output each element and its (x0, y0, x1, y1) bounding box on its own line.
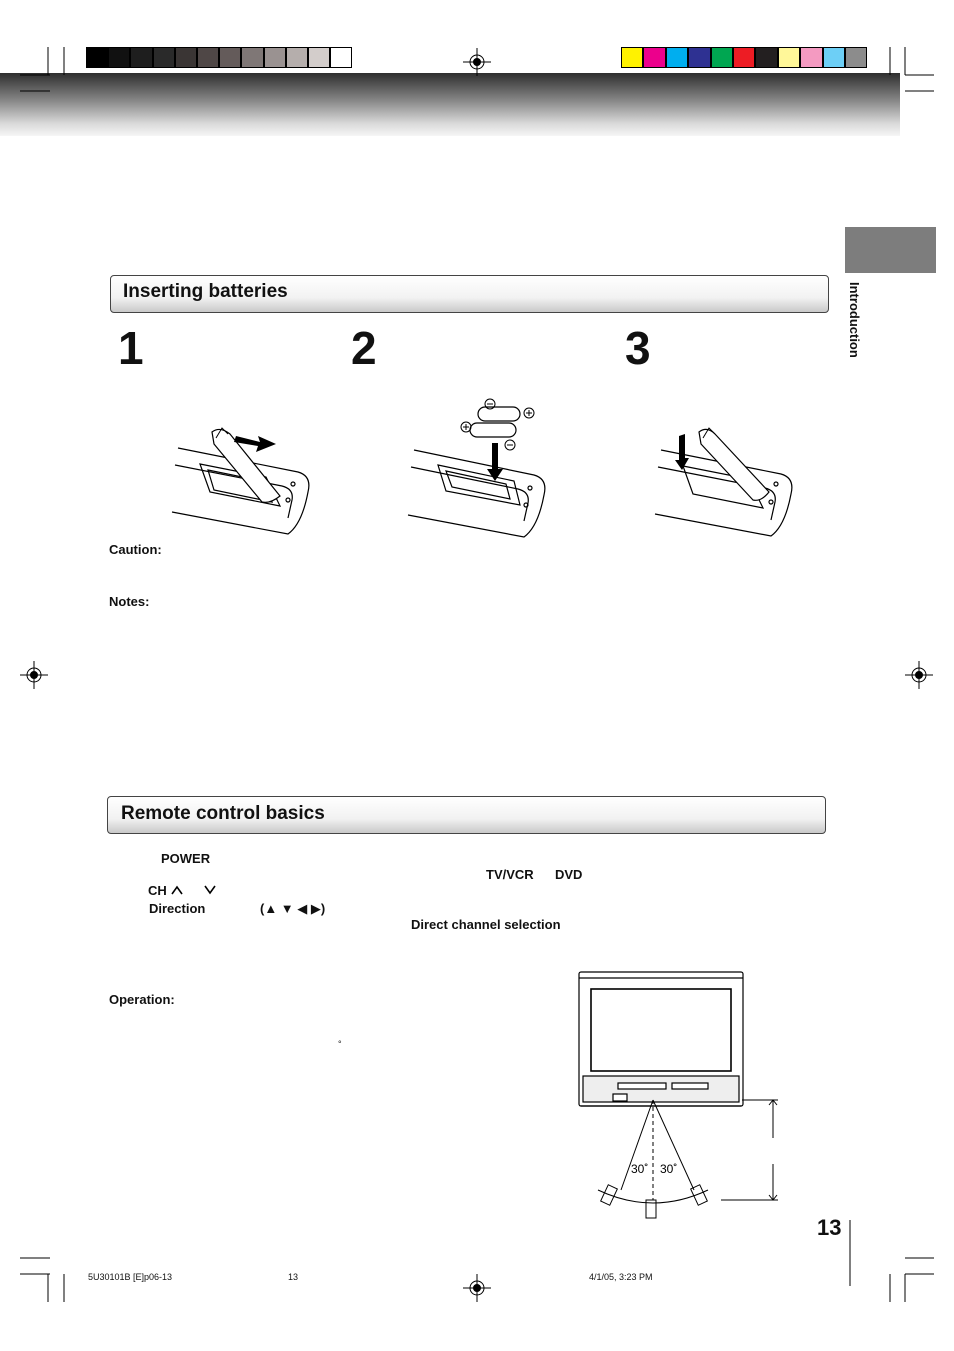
tvvcr-label: TV/VCR (486, 867, 534, 882)
grayscale-swatch (130, 47, 152, 68)
direction-arrows: (▲ ▼ ◀ ▶) (260, 901, 326, 916)
color-swatch (755, 47, 777, 68)
color-swatch (688, 47, 710, 68)
notes-label: Notes: (109, 594, 150, 609)
ch-label-text: CH (148, 883, 167, 898)
caution-label: Caution: (109, 542, 162, 557)
remote-cover-close-illustration (653, 422, 803, 547)
grayscale-swatch (197, 47, 219, 68)
grayscale-swatch (264, 47, 286, 68)
color-swatch (823, 47, 845, 68)
direction-label: Direction (149, 901, 206, 916)
grayscale-swatch (330, 47, 352, 68)
color-swatch (711, 47, 733, 68)
side-tab (845, 227, 936, 273)
registration-target-right (905, 661, 933, 689)
ch-label (148, 883, 167, 898)
step-number-3: 3 (625, 322, 651, 374)
registration-target-bottom (463, 1274, 491, 1302)
grayscale-swatch (153, 47, 175, 68)
chevron-up-icon (171, 885, 183, 895)
side-tab-label: Introduction (847, 282, 862, 358)
grayscale-swatch (108, 47, 130, 68)
grayscale-swatch (286, 47, 308, 68)
power-label: POWER (161, 851, 211, 866)
tv-operating-range-illustration (576, 968, 786, 1218)
grayscale-swatch (219, 47, 241, 68)
step-number-1: 1 (118, 322, 144, 374)
color-swatch (643, 47, 665, 68)
section-title-remote: Remote control basics (121, 803, 325, 824)
angle-left-label: 30˚ (631, 1162, 649, 1176)
section-title-batteries: Inserting batteries (123, 281, 288, 302)
direct-channel-selection-label: Direct channel selection (411, 917, 561, 932)
color-swatch (621, 47, 643, 68)
step-number-2: 2 (351, 322, 377, 374)
footer-timestamp: 4/1/05, 3:23 PM (589, 1272, 653, 1282)
operation-label: Operation: (109, 992, 175, 1007)
grayscale-swatch (241, 47, 263, 68)
chevron-down-icon (204, 885, 216, 895)
battery-insert-illustration (406, 395, 556, 545)
color-swatch (778, 47, 800, 68)
grayscale-swatch (175, 47, 197, 68)
registration-target-left (20, 661, 48, 689)
footer-code: 5U30101B [E]p06-13 (88, 1272, 173, 1282)
grayscale-swatch (308, 47, 330, 68)
footer-page: 13 (288, 1272, 299, 1282)
degree-mark: ° (338, 1039, 342, 1049)
color-swatch (845, 47, 867, 68)
color-swatch (666, 47, 688, 68)
color-swatch (800, 47, 822, 68)
dvd-label: DVD (555, 867, 583, 882)
registration-target-top (463, 48, 491, 76)
grayscale-swatch (86, 47, 108, 68)
page-number: 13 (817, 1215, 842, 1240)
color-swatch (733, 47, 755, 68)
angle-right-label: 30˚ (660, 1162, 678, 1176)
remote-cover-open-illustration (170, 420, 320, 540)
